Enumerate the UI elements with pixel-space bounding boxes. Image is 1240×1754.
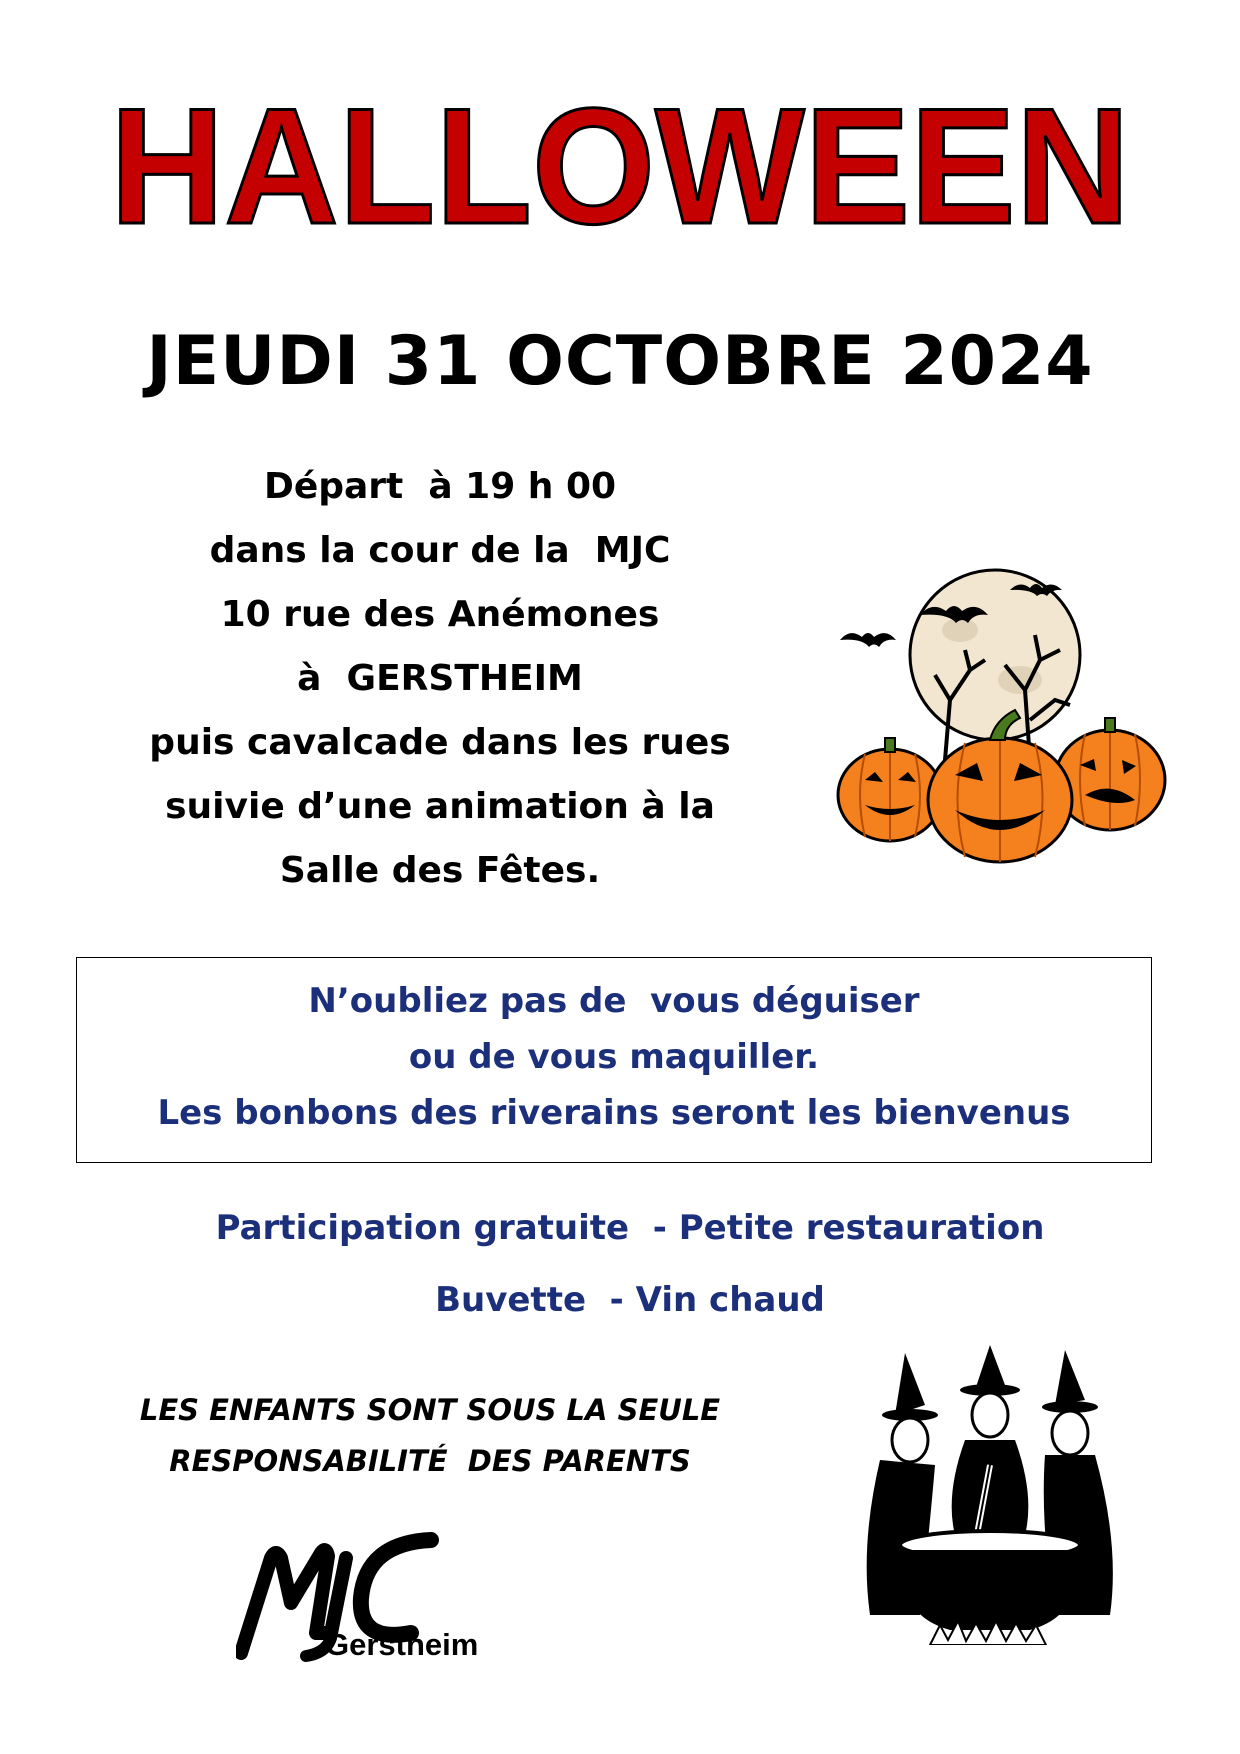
warning-line: RESPONSABILITÉ DES PARENTS — [169, 1444, 691, 1478]
logo-name: Gerstheim — [325, 1627, 479, 1662]
witches-cauldron-icon — [840, 1345, 1140, 1645]
notice-line: ou de vous maquiller. — [408, 1037, 820, 1077]
costume-notice-box — [76, 957, 1152, 1163]
participation-info: Participation gratuite - Petite restauration — [215, 1208, 1045, 1248]
halloween-title-graphic — [90, 78, 1150, 268]
warning-line: LES ENFANTS SONT SOUS LA SEULE — [139, 1393, 721, 1427]
detail-line: Départ à 19 h 00 — [263, 466, 617, 507]
detail-line: 10 rue des Anémones — [220, 594, 660, 635]
parental-responsibility-warning — [90, 1385, 770, 1487]
detail-line: à GERSTHEIM — [297, 658, 583, 699]
pumpkins-illustration — [830, 560, 1170, 870]
notice-line: N’oubliez pas de vous déguiser — [308, 981, 920, 1021]
detail-line: dans la cour de la MJC — [209, 530, 671, 571]
witches-illustration — [840, 1345, 1140, 1645]
event-date: JEUDI 31 OCTOBRE 2024 — [146, 322, 1094, 401]
detail-line: Salle des Fêtes. — [279, 850, 601, 891]
detail-line: puis cavalcade dans les rues — [149, 722, 731, 763]
detail-line: suivie d’une animation à la — [165, 786, 715, 827]
notice-line: Les bonbons des riverains seront les bienvenus — [157, 1093, 1071, 1133]
halloween-title: HALLOWEEN — [110, 78, 1130, 258]
refreshments-info: Buvette - Vin chaud — [435, 1280, 825, 1320]
title-banner — [90, 78, 1150, 268]
pumpkins-moon-bats-icon — [830, 560, 1170, 870]
event-details — [90, 455, 790, 903]
